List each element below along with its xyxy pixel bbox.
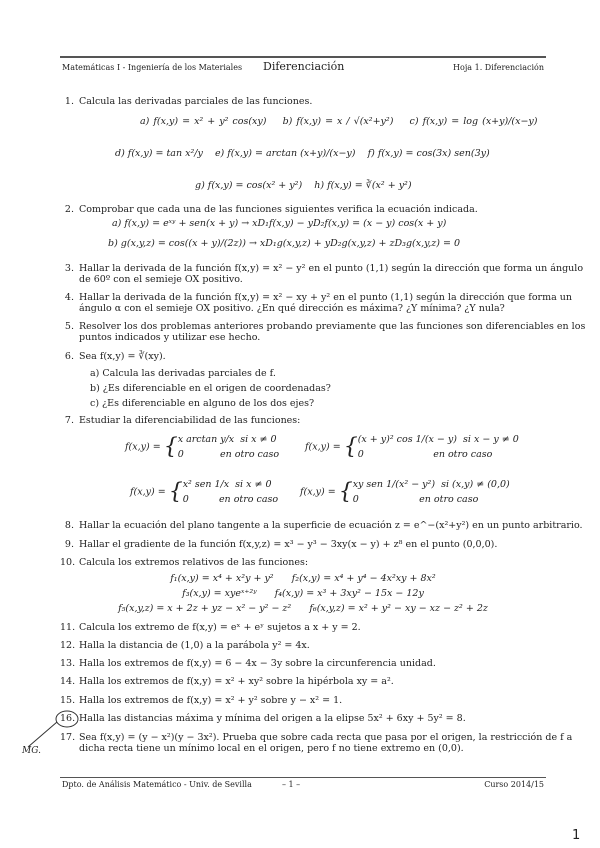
problem-16: 16. Halla las distancias máxima y mínima del origen a la elipse 5x² + 6xy + 5y² = 8. (60, 713, 466, 724)
handwritten-initials: MG. (22, 746, 41, 756)
problem-9: 9. Hallar el gradiente de la función f(x,y,z) = x³ − y³ − 3xy(x − y) + z⁸ en el punto (0,0,0). (64, 539, 498, 550)
problem-10-row-3: f₅(x,y,z) = x + 2z + yz − x² − y² − z² f₆(x,y,z) = x² + y² − xy − xz − z² + 2z (118, 603, 488, 614)
problem-6: 6. Sea f(x,y) = ∛(xy). (64, 351, 166, 362)
footer-rule (60, 777, 546, 778)
problem-12: 12. Halla la distancia de (1,0) a la parábola y² = 4x. (60, 640, 310, 651)
problem-8: 8. Hallar la ecuación del plano tangente a la superficie de ecuación z = e^−(x²+y²) en un punto arbitrario. (64, 520, 583, 531)
problem-1: 1. Calcula las derivadas parciales de las funciones. (64, 96, 313, 107)
problem-10-row-2: f₃(x,y) = xyeˣ⁺²ʸ f₄(x,y) = x³ + 3xy² − 15x − 12y (182, 588, 424, 599)
problem-10-row-1: f₁(x,y) = x⁴ + x²y + y² f₂(x,y) = x⁴ + y⁴ − 4x²xy + 8x² (170, 573, 436, 584)
problem-6-b: b) ¿Es diferenciable en el origen de coordenadas? (90, 383, 331, 394)
footer-course-year: Curso 2014/15 (484, 780, 544, 789)
problem-1-row-3: g) f(x,y) = cos(x² + y²) h) f(x,y) = ∛(x² + y²) (195, 180, 412, 191)
handwritten-page-mark: 1 (572, 828, 581, 843)
problem-1-row-2: d) f(x,y) = tan x²/y e) f(x,y) = arctan (x+y)/(x−y) f) f(x,y) = cos(3x) sen(3y) (115, 148, 490, 159)
problem-5: 5. Resolver los dos problemas anteriores probando previamente que las funciones son diferenciables en los puntos indicados y utilizar ese hecho. (64, 321, 586, 343)
piecewise-1: f(x,y) = {x arctan y/x si x ≠ 0 0 en otro caso (125, 434, 280, 460)
problem-14: 14. Halla los extremos de f(x,y) = x² + xy² sobre la hipérbola xy = a². (60, 676, 394, 687)
piecewise-4: f(x,y) = {xy sen 1/(x² − y²) si (x,y) ≠ (0,0) 0 en otro caso (300, 479, 510, 505)
problem-6-c: c) ¿Es diferenciable en alguno de los dos ejes? (90, 398, 315, 409)
problem-1-row-1: a) f(x,y) = x² + y² cos(xy) b) f(x,y) = x / √(x²+y²) c) f(x,y) = log (x+y)/(x−y) (140, 116, 538, 127)
footer-department: Dpto. de Análisis Matemático - Univ. de Sevilla (62, 780, 252, 789)
footer-page-number: – 1 – (282, 780, 301, 789)
problem-17: 17. Sea f(x,y) = (y − x²)(y − 3x²). Prueba que sobre cada recta que pasa por el origen, la restricción de f a dicha recta tiene un mínimo local en el origen, pero f no tiene extremo en (0,0). (60, 732, 573, 754)
problem-4: 4. Hallar la derivada de la función f(x,y) = x² − xy + y² en el punto (1,1) según la dirección que forma un ángulo α con el semieje OX positivo. ¿En qué dirección es máxima? ¿Y mínima? ¿Y nula? (64, 292, 573, 314)
problem-10: 10. Calcula los extremos relativos de las funciones: (60, 557, 309, 568)
piecewise-2: f(x,y) = {(x + y)² cos 1/(x − y) si x − y ≠ 0 0 en otro caso (305, 434, 519, 460)
problem-2-b: b) g(x,y,z) = cos((x + y)/(2z)) → xD₁g(x,y,z) + yD₂g(x,y,z) + zD₃g(x,y,z) = 0 (108, 238, 460, 249)
problem-11: 11. Calcula los extremo de f(x,y) = eˣ + eʸ sujetos a x + y = 2. (60, 622, 361, 633)
header-rule (60, 56, 546, 58)
problem-15: 15. Halla los extremos de f(x,y) = x² + y² sobre y − x² = 1. (60, 695, 343, 706)
problem-2-a: a) f(x,y) = eˣʸ + sen(x + y) → xD₁f(x,y) − yD₂f(x,y) = (x − y) cos(x + y) (112, 218, 447, 229)
header-course: Matemáticas I - Ingeniería de los Materiales (62, 63, 243, 72)
header-sheet: Hoja 1. Diferenciación (453, 63, 544, 72)
problem-13: 13. Halla los extremos de f(x,y) = 6 − 4x − 3y sobre la circunferencia unidad. (60, 658, 436, 669)
problem-3: 3. Hallar la derivada de la función f(x,y) = x² − y² en el punto (1,1) según la dirección que forma un ángulo de 60º con el semieje OX positivo. (64, 263, 584, 285)
header-title: Diferenciación (263, 60, 345, 73)
problem-6-a: a) Calcula las derivadas parciales de f. (90, 368, 276, 379)
problem-7: 7. Estudiar la diferenciabilidad de las funciones: (64, 415, 301, 426)
problem-2: 2. Comprobar que cada una de las funciones siguientes verifica la ecuación indicada. (64, 204, 478, 215)
piecewise-3: f(x,y) = {x² sen 1/x si x ≠ 0 0 en otro caso (130, 479, 279, 505)
